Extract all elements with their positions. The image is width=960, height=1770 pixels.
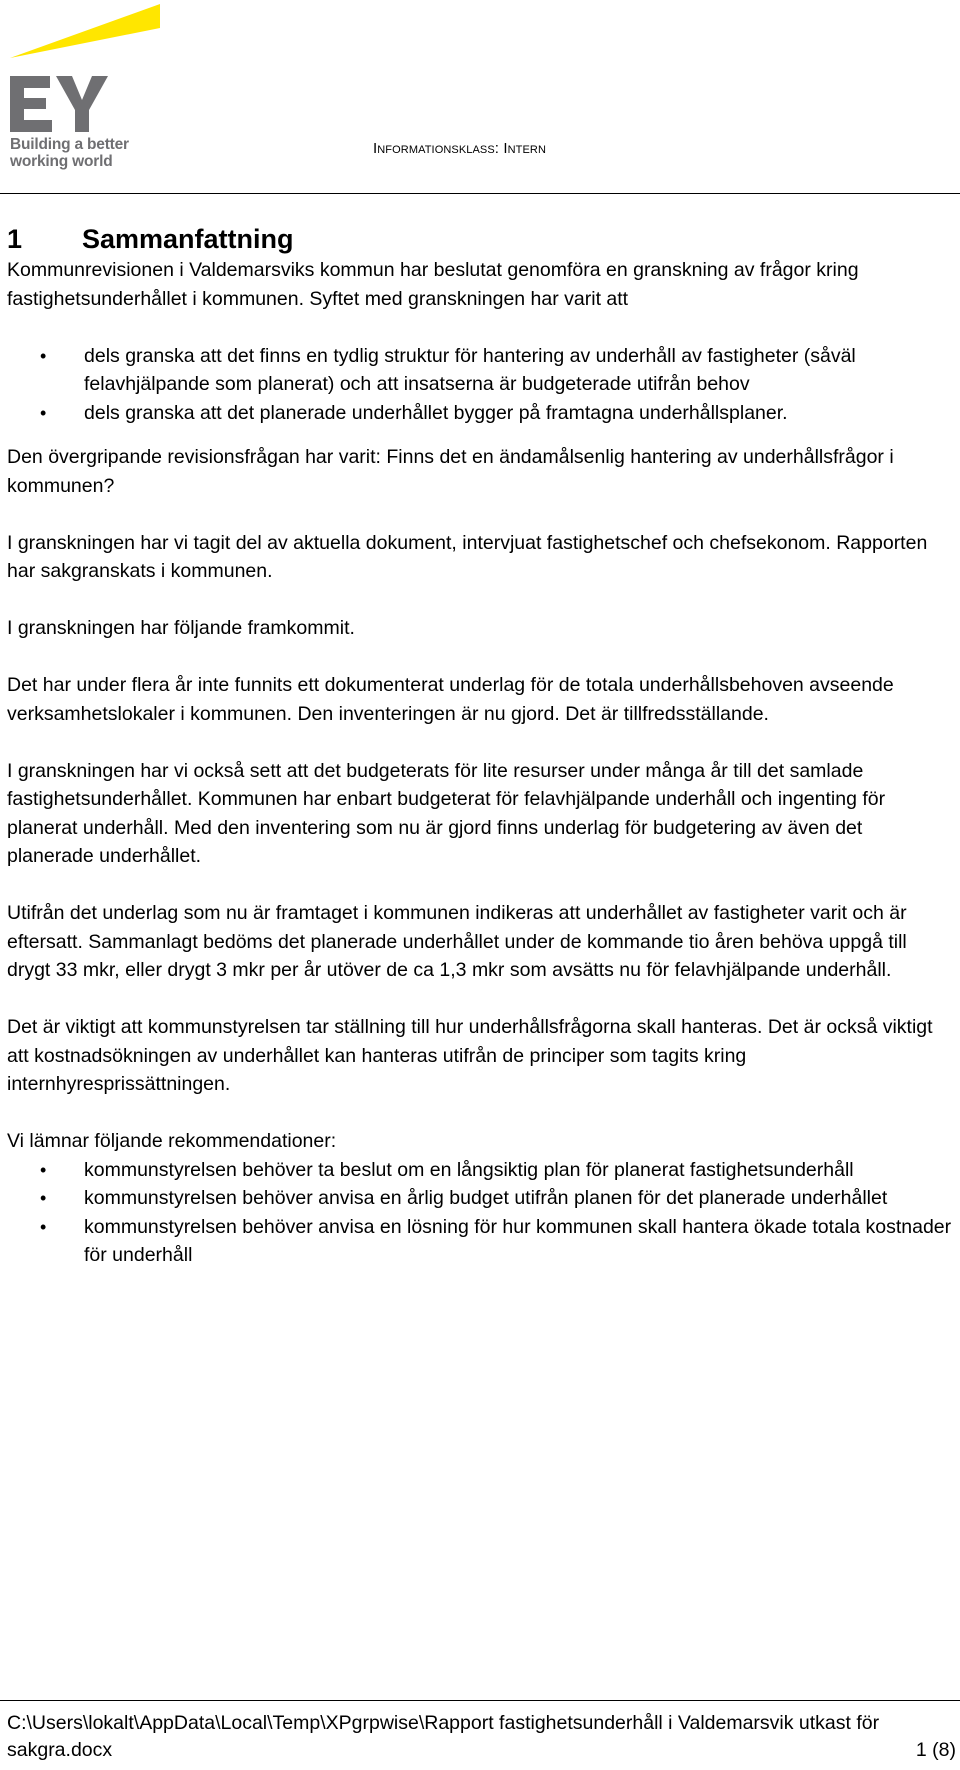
list-item <box>7 1184 953 1213</box>
list-item-text: kommunstyrelsen behöver ta beslut om en långsiktig plan för planerat fastighetsunderhåll <box>84 1158 854 1181</box>
ey-tagline-line2: working world <box>10 153 113 170</box>
ey-logo-mark-icon <box>10 4 160 134</box>
ey-tagline <box>10 136 129 170</box>
list-item-text: kommunstyrelsen behöver anvisa en lösning för hur kommunen skall hantera ökade totala kostnader för underhåll <box>84 1215 952 1266</box>
document-body <box>7 222 953 1298</box>
section-title: Sammanfattning <box>82 224 294 254</box>
footer-page-number: 1 (8) <box>915 1739 956 1761</box>
section-number: 1 <box>7 224 23 254</box>
bullet-icon: • <box>40 1216 47 1237</box>
findings-intro-paragraph: I granskningen har följande framkommit. <box>7 617 355 639</box>
method-paragraph: I granskningen har vi tagit del av aktuella dokument, intervjuat fastighetschef och chefsekonom. Rapporten har sakgranskats i kommunen. <box>7 531 928 582</box>
ey-logo <box>10 4 160 174</box>
list-item-text: dels granska att det finns en tydlig struktur för hantering av underhåll av fastigheter (såväl felavhjälpande som planerat) och att insatserna är budgeterade utifrån behov <box>84 344 856 395</box>
footer-file-path: C:\Users\lokalt\AppData\Local\Temp\XPgrpwise\Rapport fastighetsunderhåll i Valdemarsvik utkast för sakgra.docx <box>7 1712 880 1761</box>
finding-paragraph: Det är viktigt att kommunstyrelsen tar ställning till hur underhållsfrågorna skall hanteras. Det är också viktigt att kostnadsökningen av underhållet kan hanteras utifrån de principer som tagits kring internhyresprissättningen. <box>7 1016 933 1095</box>
bullet-icon: • <box>40 1188 47 1208</box>
list-item <box>7 399 953 428</box>
ey-tagline-line1: Building a better <box>10 136 129 153</box>
bullet-icon: • <box>40 402 47 423</box>
list-item <box>7 342 953 399</box>
revision-question-paragraph: Den övergripande revisionsfrågan har varit: Finns det en ändamålsenlig hantering av underhållsfrågor i kommunen? <box>7 446 894 497</box>
list-item <box>7 1156 953 1185</box>
classification-label: Informationsklass: Intern <box>373 140 546 157</box>
header-divider <box>0 193 960 194</box>
finding-paragraph: Det har under flera år inte funnits ett dokumenterat underlag för de totala underhållsbehoven avseende verksamhetslokaler i kommunen. Den inventeringen är nu gjord. Det är tillfredsställande. <box>7 674 894 725</box>
bullet-icon: • <box>40 1159 47 1180</box>
intro-paragraph: Kommunrevisionen i Valdemarsviks kommun har beslutat genomföra en granskning av frågor kring fastighetsunderhållet i kommunen. Syftet med granskningen har varit att <box>7 259 859 310</box>
purpose-list <box>7 342 953 428</box>
list-item-text: dels granska att det planerade underhållet bygger på framtagna underhållsplaner. <box>84 401 788 424</box>
finding-paragraph: I granskningen har vi också sett att det budgeterats för lite resurser under många år till det samlade fastighetsunderhållet. Kommunen har enbart budgeterat för felavhjälpande underhåll och ingenting för planerat underhåll. Med den inventering som nu är gjord finns underlag för budgetering av även det planerade underhållet. <box>7 759 886 867</box>
recommendations-intro: Vi lämnar följande rekommendationer: <box>7 1130 337 1152</box>
recommendations-list <box>7 1156 953 1270</box>
bullet-icon: • <box>40 345 47 366</box>
section-heading <box>7 222 953 256</box>
list-item <box>7 1213 953 1270</box>
footer-divider <box>0 1700 960 1701</box>
list-item-text: kommunstyrelsen behöver anvisa en årlig budget utifrån planen för det planerade underhållet <box>84 1187 888 1209</box>
finding-paragraph: Utifrån det underlag som nu är framtaget i kommunen indikeras att underhållet av fastigheter varit och är eftersatt. Sammanlagt bedöms det planerade underhållet under de kommande tio åren behöva uppgå till drygt 33 mkr, eller drygt 3 mkr per år utöver de ca 1,3 mkr som avsätts nu för felavhjälpande underhåll. <box>7 902 907 981</box>
